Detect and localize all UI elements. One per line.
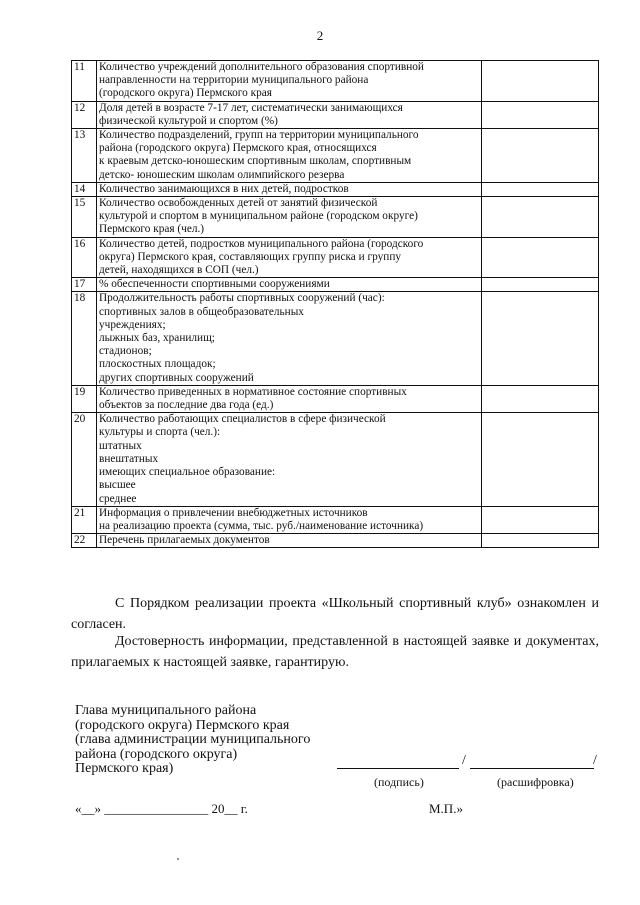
row-value-cell[interactable] xyxy=(482,534,599,548)
indicator-line: культуры и спорта (чел.): xyxy=(99,426,221,439)
paragraph-agreement: С Порядком реализации проекта «Школьный спортивный клуб» ознакомлен и согласен. xyxy=(71,596,599,632)
row-indicator xyxy=(97,506,482,533)
row-number: 19 xyxy=(72,385,97,412)
table-row xyxy=(72,61,599,102)
indicator-line: детей, находящихся в СОП (чел.) xyxy=(99,264,259,277)
table-row xyxy=(72,237,599,278)
indicator-line: штатных xyxy=(99,439,142,452)
row-number: 13 xyxy=(72,129,97,183)
row-indicator xyxy=(97,292,482,385)
row-value-cell[interactable] xyxy=(482,61,599,102)
row-number: 22 xyxy=(72,534,97,548)
indicator-line: стадионов; xyxy=(99,345,152,358)
indicator-line: Количество детей, подростков муниципального района (городского xyxy=(99,237,424,250)
info-table xyxy=(71,60,599,548)
indicator-line: Пермского края (чел.) xyxy=(99,223,205,236)
row-value-cell[interactable] xyxy=(482,292,599,385)
indicator-line: на реализацию проекта (сумма, тыс. руб./наименование источника) xyxy=(99,519,424,532)
row-value-cell[interactable] xyxy=(482,506,599,533)
indicator-line: детско- юношеским школам олимпийского резерва xyxy=(99,168,345,181)
row-number: 11 xyxy=(72,61,97,102)
row-value-cell[interactable] xyxy=(482,413,599,506)
table-row xyxy=(72,534,599,548)
row-number: 16 xyxy=(72,237,97,278)
signature-line xyxy=(337,768,459,769)
indicator-line: Количество учреждений дополнительного образования спортивной xyxy=(99,61,424,73)
signature-caption: (подпись) xyxy=(374,775,424,789)
row-number: 17 xyxy=(72,278,97,292)
table-row xyxy=(72,292,599,385)
indicator-line: культурой и спортом в муниципальном районе (городском округе) xyxy=(99,210,418,223)
table-row xyxy=(72,101,599,128)
row-indicator xyxy=(97,385,482,412)
indicator-line: округа) Пермского края, составляющих группу риска и группу xyxy=(99,250,402,263)
indicator-line: Перечень прилагаемых документов xyxy=(99,534,270,547)
row-number: 21 xyxy=(72,506,97,533)
row-number: 15 xyxy=(72,197,97,238)
indicator-line: лыжных баз, хранилищ; xyxy=(99,332,215,345)
indicator-line: плоскостных площадок; xyxy=(99,358,216,371)
indicator-line: % обеспеченности спортивными сооружениями xyxy=(99,278,330,291)
row-number: 20 xyxy=(72,413,97,506)
signatory-title-line: (городского округа) Пермского края xyxy=(75,717,290,733)
indicator-line: физической культурой и спортом (%) xyxy=(99,114,278,127)
indicator-line: Количество занимающихся в них детей, подростков xyxy=(99,182,349,195)
row-indicator xyxy=(97,237,482,278)
indicator-line: спортивных залов в общеобразовательных xyxy=(99,305,304,318)
signatory-title-line: (глава администрации муниципального xyxy=(75,732,311,747)
indicator-line: Продолжительность работы спортивных сооружений (час): xyxy=(99,292,385,305)
signatory-title xyxy=(75,704,310,777)
decoding-line xyxy=(470,768,594,769)
row-indicator xyxy=(97,182,482,196)
row-value-cell[interactable] xyxy=(482,182,599,196)
indicator-line: учреждениях; xyxy=(99,318,166,331)
indicator-line: (городского округа) Пермского края xyxy=(99,87,272,100)
indicator-line: Количество подразделений, групп на территории муниципального xyxy=(99,129,419,142)
row-number: 14 xyxy=(72,182,97,196)
table-row xyxy=(72,413,599,506)
row-number: 12 xyxy=(72,101,97,128)
row-indicator xyxy=(97,101,482,128)
indicator-line: внештатных xyxy=(99,452,159,465)
row-value-cell[interactable] xyxy=(482,385,599,412)
separator-slash: / xyxy=(462,753,466,768)
indicator-line: Доля детей в возрасте 7-17 лет, систематически занимающихся xyxy=(99,101,403,114)
row-value-cell[interactable] xyxy=(482,278,599,292)
indicator-line: высшее xyxy=(99,479,136,492)
table-row xyxy=(72,129,599,183)
indicator-line: направленности на территории муниципального района xyxy=(99,74,369,87)
row-indicator xyxy=(97,61,482,102)
row-indicator xyxy=(97,534,482,548)
signatory-title-line: Пермского края) xyxy=(75,761,174,776)
decoding-caption: (расшифровка) xyxy=(497,775,574,789)
row-value-cell[interactable] xyxy=(482,197,599,238)
row-number: 18 xyxy=(72,292,97,385)
stamp-place: М.П.» xyxy=(429,801,463,816)
scan-dot xyxy=(177,858,179,860)
table-row xyxy=(72,506,599,533)
indicator-line: других спортивных сооружений xyxy=(99,371,254,384)
paragraph-guarantee: Достоверность информации, представленной в настоящей заявке и документах, прилагаемых к настоящей заявке, гарантирую. xyxy=(71,634,599,670)
indicator-line: района (городского округа) Пермского края, относящихся xyxy=(99,142,377,155)
row-value-cell[interactable] xyxy=(482,129,599,183)
row-value-cell[interactable] xyxy=(482,237,599,278)
indicator-line: имеющих специальное образование: xyxy=(99,466,276,479)
indicator-line: Информация о привлечении внебюджетных источников xyxy=(99,506,368,519)
date-line: «__» ________________ 20__ г. xyxy=(75,801,248,816)
indicator-line: среднее xyxy=(99,492,137,505)
signatory-title-line: Глава муниципального района xyxy=(75,703,257,718)
row-indicator xyxy=(97,197,482,238)
page-number: 2 xyxy=(316,28,324,43)
table-row xyxy=(72,182,599,196)
row-indicator xyxy=(97,129,482,183)
signatory-title-line: района (городского округа) xyxy=(75,746,238,762)
indicator-line: Количество приведенных в нормативное состояние спортивных xyxy=(99,385,407,398)
indicator-line: к краевым детско-юношеским спортивным школам, спортивным xyxy=(99,155,412,168)
row-indicator xyxy=(97,278,482,292)
indicator-line: объектов за последние два года (ед.) xyxy=(99,399,274,412)
separator-slash: / xyxy=(593,753,597,768)
table-row xyxy=(72,278,599,292)
indicator-line: Количество работающих специалистов в сфере физической xyxy=(99,413,386,426)
table-row xyxy=(72,385,599,412)
row-value-cell[interactable] xyxy=(482,101,599,128)
indicator-line: Количество освобожденных детей от занятий физической xyxy=(99,197,378,210)
row-indicator xyxy=(97,413,482,506)
table-row xyxy=(72,197,599,238)
